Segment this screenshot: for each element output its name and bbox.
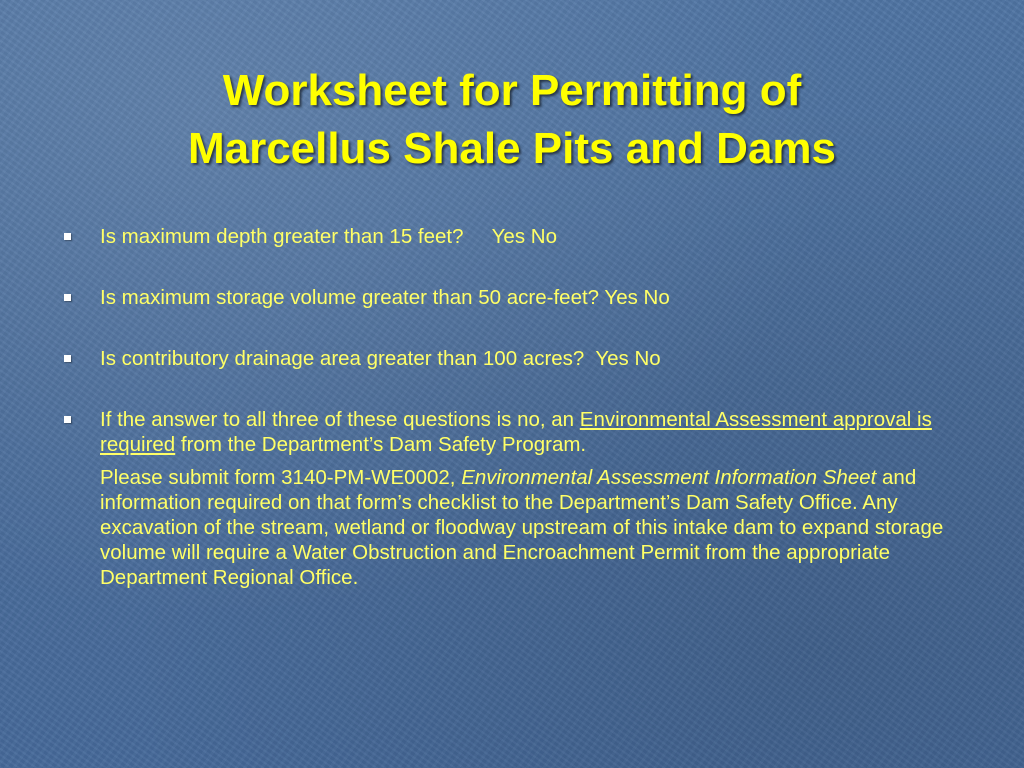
bullet-square-icon — [64, 355, 71, 362]
question-depth — [62, 224, 962, 249]
question-drainage-area-spacer — [584, 347, 595, 370]
submission-instructions-start: Please submit form 3140-PM-WE0002, — [100, 466, 462, 489]
slide-title-line-2: Marcellus Shale Pits and Dams — [187, 124, 837, 173]
approval-note-paragraph — [100, 407, 962, 457]
slide-title-line-1: Worksheet for Permitting of — [222, 66, 802, 115]
question-depth-spacer — [464, 225, 492, 248]
bullet-square-icon — [64, 233, 71, 240]
question-drainage-area-options: Yes No — [595, 347, 661, 370]
question-storage-volume-options: Yes No — [604, 286, 670, 309]
form-name: Environmental Assessment Information Sheet — [461, 466, 877, 489]
question-storage-volume — [62, 285, 962, 310]
question-storage-volume-text: Is maximum storage volume greater than 50 acre-feet? — [100, 286, 600, 309]
question-drainage-area — [62, 346, 962, 371]
approval-note — [62, 407, 962, 590]
question-depth-options: Yes No — [491, 225, 557, 248]
approval-note-intro: If the answer to all three of these questions is no, an — [100, 408, 580, 431]
bullet-list — [62, 224, 962, 590]
submission-instructions-rest: and information required on that form’s checklist to the Department’s Dam Safety Office. Any excavation of the stream, wetland or floodway upstream of this intake dam to expand storage volume will require a Water Obstruction and Encroachment Permit from the appropriate Department Regional Office. — [100, 466, 944, 589]
question-drainage-area-text: Is contributory drainage area greater than 100 acres? — [100, 347, 585, 370]
approval-note-after-link: from the Department’s Dam Safety Program. — [175, 433, 587, 456]
environmental-assessment-link[interactable]: Environmental Assessment approval is required — [100, 408, 932, 456]
bullet-square-icon — [64, 294, 71, 301]
slide-title — [0, 62, 1024, 178]
submission-instructions — [100, 465, 962, 590]
bullet-square-icon — [64, 416, 71, 423]
question-depth-text: Is maximum depth greater than 15 feet? — [100, 225, 464, 248]
